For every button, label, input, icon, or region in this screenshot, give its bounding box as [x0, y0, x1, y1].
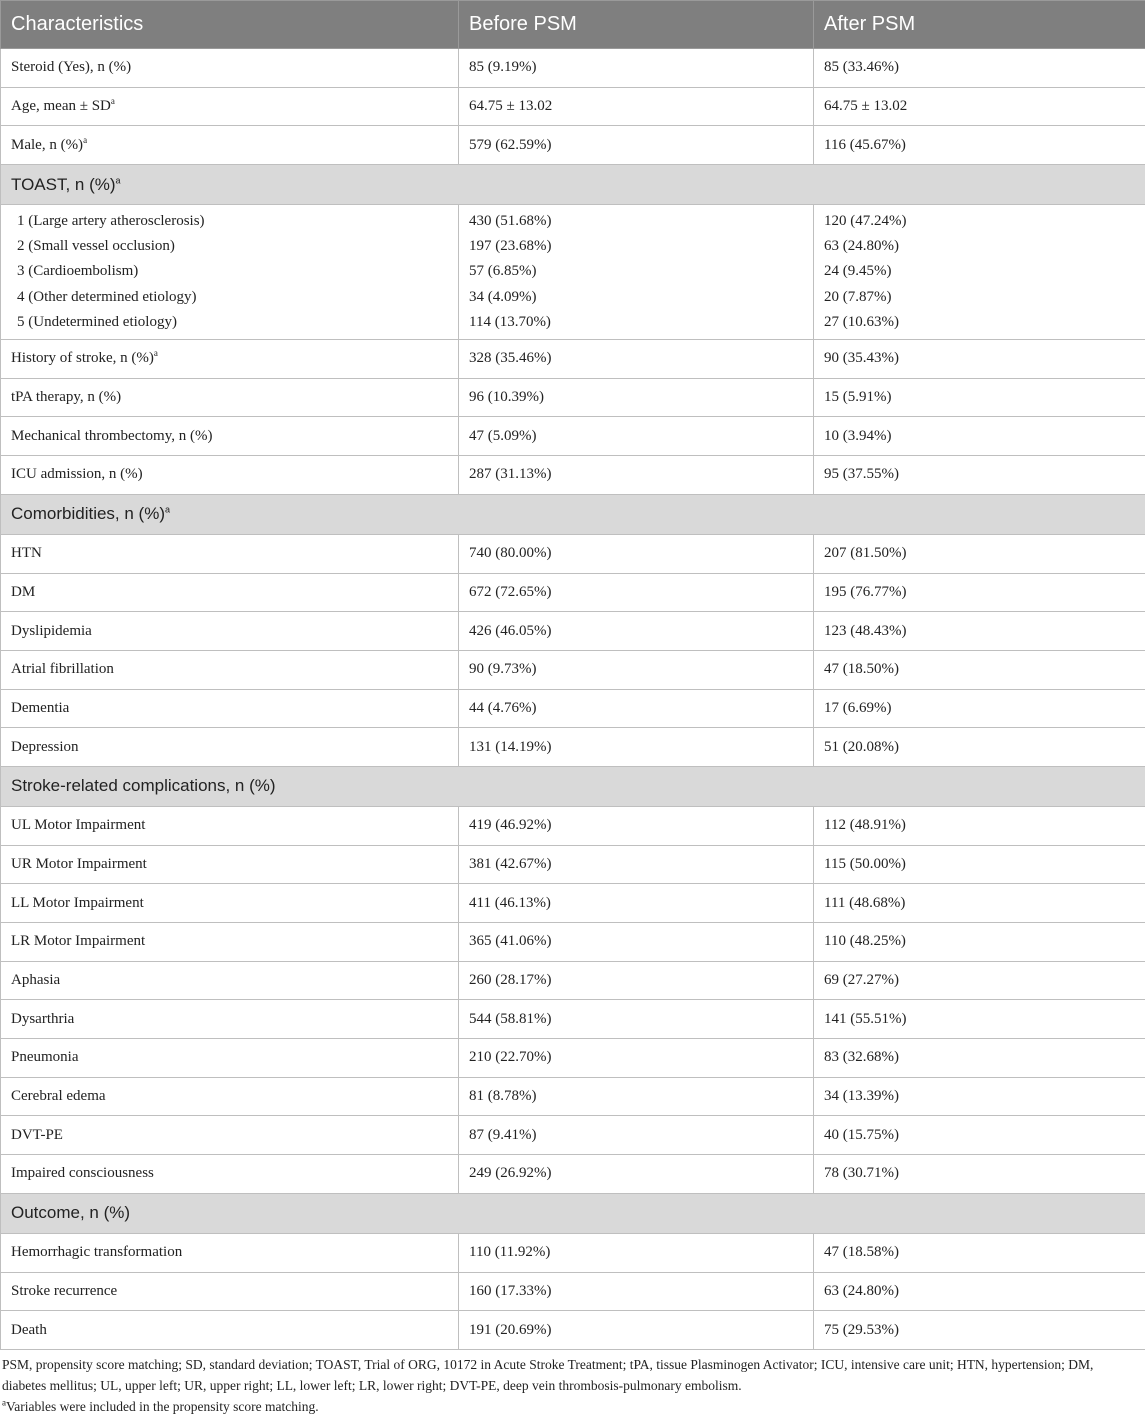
before-value: 87 (9.41%): [459, 1116, 814, 1155]
table-row: [1, 417, 1145, 456]
row-label: Dysarthria: [1, 1000, 459, 1039]
before-value: 210 (22.70%): [459, 1039, 814, 1078]
section-row-comorbidities: [1, 494, 1145, 534]
before-value: 287 (31.13%): [459, 456, 814, 495]
before-value: 114 (13.70%): [469, 310, 813, 335]
footnote-marker: a: [116, 175, 121, 185]
table-row: [1, 1077, 1145, 1116]
before-value: 96 (10.39%): [459, 378, 814, 417]
table-row: [1, 456, 1145, 495]
toast-subtype-row: [1, 205, 1145, 340]
before-value: 81 (8.78%): [459, 1077, 814, 1116]
row-label: Atrial fibrillation: [1, 650, 459, 689]
row-label: LR Motor Impairment: [1, 923, 459, 962]
after-value: 115 (50.00%): [814, 845, 1145, 884]
table-row: [1, 1116, 1145, 1155]
after-value: 47 (18.50%): [814, 650, 1145, 689]
after-value: 75 (29.53%): [814, 1311, 1145, 1350]
after-value: 95 (37.55%): [814, 456, 1145, 495]
after-value: 207 (81.50%): [814, 534, 1145, 573]
before-value: 672 (72.65%): [459, 573, 814, 612]
table-row: [1, 49, 1145, 88]
row-label: Depression: [1, 728, 459, 767]
row-label: Death: [1, 1311, 459, 1350]
table-header-row: [1, 1, 1145, 49]
before-value: 131 (14.19%): [459, 728, 814, 767]
footnote-marker: a: [165, 505, 170, 515]
footnote-marker: a: [2, 1398, 6, 1408]
table-row: [1, 1311, 1145, 1350]
before-value: 328 (35.46%): [459, 340, 814, 379]
row-label: UR Motor Impairment: [1, 845, 459, 884]
row-label: ICU admission, n (%): [1, 456, 459, 495]
section-label: Stroke-related complications, n (%): [1, 766, 1145, 806]
table-row: [1, 126, 1145, 165]
section-label: Outcome, n (%): [1, 1193, 1145, 1233]
after-value: 83 (32.68%): [814, 1039, 1145, 1078]
row-label: Aphasia: [1, 961, 459, 1000]
after-value: 78 (30.71%): [814, 1155, 1145, 1194]
section-row-complications: [1, 766, 1145, 806]
table-row: [1, 650, 1145, 689]
before-value: 249 (26.92%): [459, 1155, 814, 1194]
toast-before-values: [459, 205, 814, 340]
row-label: UL Motor Impairment: [1, 806, 459, 845]
table-row: [1, 378, 1145, 417]
table-row: [1, 1000, 1145, 1039]
before-value: 419 (46.92%): [459, 806, 814, 845]
before-value: 191 (20.69%): [459, 1311, 814, 1350]
after-value: 110 (48.25%): [814, 923, 1145, 962]
row-label: Dementia: [1, 689, 459, 728]
header-before-psm: Before PSM: [459, 1, 814, 49]
footnote-marker: a: [111, 96, 115, 106]
before-value: 57 (6.85%): [469, 259, 813, 284]
section-row-toast: [1, 165, 1145, 205]
before-value: 64.75 ± 13.02: [459, 87, 814, 126]
abbreviations-note: PSM, propensity score matching; SD, standard deviation; TOAST, Trial of ORG, 10172 in Acute Stroke Treatment; tPA, tissue Plasminogen Activator; ICU, intensive care unit; HTN, hypertension; DM, diabetes mellitus; UL, upper left; UR, upper right; LL, lower left; LR, lower right; DVT-PE, deep vein thrombosis-pulmonary embolism.: [2, 1354, 1127, 1396]
table-row: [1, 923, 1145, 962]
before-value: 110 (11.92%): [459, 1233, 814, 1272]
after-value: 195 (76.77%): [814, 573, 1145, 612]
table-row: [1, 845, 1145, 884]
before-value: 426 (46.05%): [459, 612, 814, 651]
after-value: 112 (48.91%): [814, 806, 1145, 845]
row-label: Male, n (%)$^a$: [1, 126, 459, 165]
toast-label: 1 (Large artery atherosclerosis): [17, 209, 458, 234]
toast-label: 2 (Small vessel occlusion): [17, 234, 458, 259]
after-value: 123 (48.43%): [814, 612, 1145, 651]
row-label: Age, mean ± $SD^a$: [1, 87, 459, 126]
row-label: LL Motor Impairment: [1, 884, 459, 923]
after-value: 15 (5.91%): [814, 378, 1145, 417]
row-label: HTN: [1, 534, 459, 573]
after-value: 34 (13.39%): [814, 1077, 1145, 1116]
table-footnotes: [0, 1354, 1127, 1417]
table-row: [1, 1155, 1145, 1194]
before-value: 579 (62.59%): [459, 126, 814, 165]
before-value: 160 (17.33%): [459, 1272, 814, 1311]
before-value: 365 (41.06%): [459, 923, 814, 962]
after-value: 63 (24.80%): [814, 1272, 1145, 1311]
row-label: Steroid (Yes), n (%): [1, 49, 459, 88]
before-value: 197 (23.68%): [469, 234, 813, 259]
table-row: [1, 534, 1145, 573]
table-row: [1, 806, 1145, 845]
header-after-psm: After PSM: [814, 1, 1145, 49]
row-label: Stroke recurrence: [1, 1272, 459, 1311]
after-value: 63 (24.80%): [824, 234, 1145, 259]
after-value: 120 (47.24%): [824, 209, 1145, 234]
before-value: 430 (51.68%): [469, 209, 813, 234]
after-value: 90 (35.43%): [814, 340, 1145, 379]
toast-labels: [1, 205, 459, 340]
footnote-marker: a: [154, 348, 158, 358]
table-row: [1, 884, 1145, 923]
before-value: 740 (80.00%): [459, 534, 814, 573]
row-label: Cerebral edema: [1, 1077, 459, 1116]
toast-label: 5 (Undetermined etiology): [17, 310, 458, 335]
table-row: [1, 728, 1145, 767]
row-label: History of stroke, n (%)$^a$: [1, 340, 459, 379]
header-characteristics: Characteristics: [1, 1, 459, 49]
row-label: Pneumonia: [1, 1039, 459, 1078]
row-label: Hemorrhagic transformation: [1, 1233, 459, 1272]
psm-variables-note: $^a$Variables were included in the propensity score matching.: [2, 1396, 1127, 1417]
table-row: [1, 612, 1145, 651]
after-value: 85 (33.46%): [814, 49, 1145, 88]
before-value: 44 (4.76%): [459, 689, 814, 728]
section-label: Comorbidities, n (%)$^a$: [1, 494, 1145, 534]
before-value: 90 (9.73%): [459, 650, 814, 689]
after-value: 69 (27.27%): [814, 961, 1145, 1000]
before-value: 34 (4.09%): [469, 285, 813, 310]
after-value: 24 (9.45%): [824, 259, 1145, 284]
table-row: [1, 573, 1145, 612]
toast-label: 3 (Cardioembolism): [17, 259, 458, 284]
section-row-outcome: [1, 1193, 1145, 1233]
table-row: [1, 1233, 1145, 1272]
row-label: Mechanical thrombectomy, n (%): [1, 417, 459, 456]
table-row: [1, 340, 1145, 379]
after-value: 51 (20.08%): [814, 728, 1145, 767]
row-label: DM: [1, 573, 459, 612]
before-value: 544 (58.81%): [459, 1000, 814, 1039]
toast-after-values: [814, 205, 1145, 340]
before-value: 85 (9.19%): [459, 49, 814, 88]
before-value: 411 (46.13%): [459, 884, 814, 923]
after-value: 10 (3.94%): [814, 417, 1145, 456]
row-label: Impaired consciousness: [1, 1155, 459, 1194]
row-label: DVT-PE: [1, 1116, 459, 1155]
before-value: 381 (42.67%): [459, 845, 814, 884]
after-value: 40 (15.75%): [814, 1116, 1145, 1155]
after-value: 20 (7.87%): [824, 285, 1145, 310]
table-row: [1, 1039, 1145, 1078]
table-row: [1, 87, 1145, 126]
after-value: 47 (18.58%): [814, 1233, 1145, 1272]
after-value: 116 (45.67%): [814, 126, 1145, 165]
after-value: 27 (10.63%): [824, 310, 1145, 335]
after-value: 64.75 ± 13.02: [814, 87, 1145, 126]
table-row: [1, 961, 1145, 1000]
before-value: 47 (5.09%): [459, 417, 814, 456]
row-label: Dyslipidemia: [1, 612, 459, 651]
after-value: 111 (48.68%): [814, 884, 1145, 923]
after-value: 141 (55.51%): [814, 1000, 1145, 1039]
section-label: TOAST, n (%)$^a$: [1, 165, 1145, 205]
footnote-marker: a: [83, 135, 87, 145]
table-row: [1, 689, 1145, 728]
before-value: 260 (28.17%): [459, 961, 814, 1000]
toast-label: 4 (Other determined etiology): [17, 285, 458, 310]
row-label: tPA therapy, n (%): [1, 378, 459, 417]
after-value: 17 (6.69%): [814, 689, 1145, 728]
table-row: [1, 1272, 1145, 1311]
